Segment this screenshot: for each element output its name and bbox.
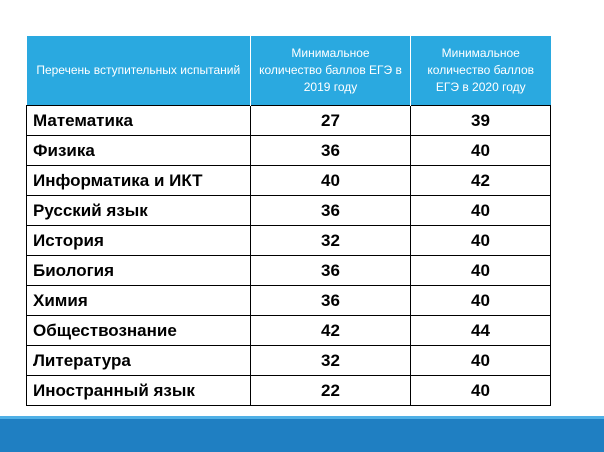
score-2020-cell: 40: [411, 136, 551, 166]
table-row: [27, 136, 551, 166]
score-2020-cell: 40: [411, 376, 551, 406]
score-2020-cell: 40: [411, 286, 551, 316]
table-row: [27, 256, 551, 286]
table-row: [27, 316, 551, 346]
subject-cell: Химия: [27, 286, 251, 316]
table-row: [27, 286, 551, 316]
score-2020-cell: 44: [411, 316, 551, 346]
subject-cell: Русский язык: [27, 196, 251, 226]
score-2019-cell: 27: [251, 106, 411, 136]
header-subjects: Перечень вступительных испытаний: [27, 36, 251, 106]
min-scores-table: [26, 36, 551, 406]
score-2020-cell: 39: [411, 106, 551, 136]
score-2019-cell: 42: [251, 316, 411, 346]
score-2019-cell: 36: [251, 286, 411, 316]
subject-cell: Физика: [27, 136, 251, 166]
score-2020-cell: 40: [411, 226, 551, 256]
table-row: [27, 196, 551, 226]
footer-band: [0, 416, 604, 452]
subject-cell: Математика: [27, 106, 251, 136]
subject-cell: Биология: [27, 256, 251, 286]
score-2019-cell: 32: [251, 226, 411, 256]
score-2019-cell: 36: [251, 196, 411, 226]
score-2020-cell: 42: [411, 166, 551, 196]
score-2019-cell: 36: [251, 136, 411, 166]
header-2019: Минимальное количество баллов ЕГЭ в 2019 году: [251, 36, 411, 106]
score-2019-cell: 40: [251, 166, 411, 196]
table-row: [27, 226, 551, 256]
score-2020-cell: 40: [411, 346, 551, 376]
table-row: [27, 166, 551, 196]
subject-cell: Иностранный язык: [27, 376, 251, 406]
score-2020-cell: 40: [411, 256, 551, 286]
table-row: [27, 376, 551, 406]
score-2019-cell: 22: [251, 376, 411, 406]
header-2020: Минимальное количество баллов ЕГЭ в 2020 году: [411, 36, 551, 106]
table-row: [27, 106, 551, 136]
score-2019-cell: 36: [251, 256, 411, 286]
score-2020-cell: 40: [411, 196, 551, 226]
subject-cell: История: [27, 226, 251, 256]
subject-cell: Информатика и ИКТ: [27, 166, 251, 196]
table-header-row: [27, 36, 551, 106]
subject-cell: Литература: [27, 346, 251, 376]
table-row: [27, 346, 551, 376]
score-2019-cell: 32: [251, 346, 411, 376]
subject-cell: Обществознание: [27, 316, 251, 346]
